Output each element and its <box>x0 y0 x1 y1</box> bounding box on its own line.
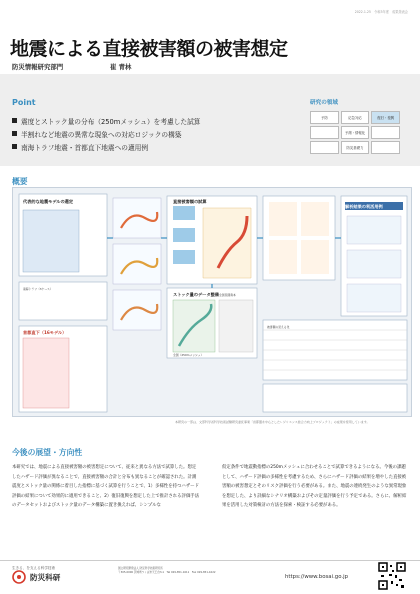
block-label: ストック量のデータ整備 <box>173 292 219 297</box>
block-label: 解析結果の利活用例 <box>345 204 383 209</box>
block-label: 首都直下（16モデル） <box>23 330 67 335</box>
footer-tagline: 生きる、を支える科学技術 <box>12 566 56 570</box>
point-item <box>12 127 292 140</box>
qr-code-icon[interactable] <box>378 562 406 590</box>
footer-divider <box>0 560 420 561</box>
usage-chart-2 <box>347 250 401 278</box>
japan-map-area <box>203 208 251 278</box>
bullet-square-icon <box>12 118 17 123</box>
org-line: 〒305-0006 茨城県つくば市天王台3-1 Tel 029-851-1611 Fax 029-851-1622 <box>118 571 216 574</box>
hazard-map-2 <box>113 244 161 284</box>
domain-cell: 予防 <box>310 111 339 124</box>
block-label: 全国（250mメッシュ） <box>173 353 204 357</box>
diagram-caption: 本研究の一部は、文部科学省科学技術試験研究委託事業「首都圏を中心としたレジリエンス総合力向上プロジェクト」の成果を使用しています。 <box>175 420 370 424</box>
domain-cell: 防災基礎力 <box>341 141 370 154</box>
damage-map-d <box>301 240 329 274</box>
author: 崔 青林 <box>110 63 132 71</box>
org-info <box>118 567 216 575</box>
domain-cell: 予測・情報化 <box>341 126 370 139</box>
bosai-logo-icon <box>12 570 26 584</box>
stock-block <box>173 250 195 264</box>
header-meta: 2022.1.25 令和3年度 成果発表会 <box>354 10 408 14</box>
org-line: 国立研究開発法人 防災科学技術研究所 <box>118 567 163 570</box>
block-label: 全国民間資本 <box>219 293 236 297</box>
model-list <box>23 210 79 272</box>
point-item-text: 南海トラフ地震・首都直下地震への適用例 <box>21 143 149 152</box>
point-item-text: 半割れなど地震の異常な現象への対応ロジックの構築 <box>21 130 182 139</box>
stock-block <box>173 206 195 220</box>
point-item-text: 震度とストック量の分布（250mメッシュ）を考慮した試算 <box>21 117 201 126</box>
page-title: 地震による直接被害額の被害想定 <box>10 38 288 60</box>
research-domain <box>310 98 400 154</box>
domain-cell <box>310 141 339 154</box>
shuto-model-list <box>23 338 69 408</box>
block-label: 代表的な地震モデルの選定 <box>23 199 74 204</box>
overview-diagram <box>12 187 412 417</box>
point-list <box>12 114 292 153</box>
outlook-text-left: 本研究では、地震による直接被害額の被害想定について、従来と異なる方法で試算した。想定したハザード評価が異なることで、直接被害額の合計と分布も異なることが確認された。計測震度とストック量の関係に着目した指標に基づく試算を行うことで、1）多様性を持つハザード評価の結果について効果的に適用できること、2）復旧復興を想定した上で推計される評価手法のデータセットおよびストック量のデータ構築に置き換えれば、シンプルな <box>12 465 200 509</box>
domain-cell <box>371 141 400 154</box>
logo-text: 防災科研 <box>30 573 61 582</box>
bullet-square-icon <box>12 131 17 136</box>
hazard-map-1 <box>113 198 161 238</box>
usage-chart-1 <box>347 216 401 244</box>
bullet-square-icon <box>12 144 17 149</box>
point-item <box>12 140 292 153</box>
domain-heading: 研究の領域 <box>310 100 338 106</box>
stock-block <box>173 228 195 242</box>
website-link[interactable]: https://www.bosai.go.jp <box>285 574 349 580</box>
domain-cell <box>371 126 400 139</box>
damage-map-c <box>269 240 297 274</box>
block-label: 直接被害額の試算 <box>173 199 207 204</box>
domain-cell: 応急対応 <box>341 111 370 124</box>
outlook-text-right: 仮定条件で地震動指標の250mメッシュに合わせることで試算できるようになる。今後の課題として、ハザード評価の多様性を考慮するため、さらにハザード評価の結果を増やした直接被害額の被害想定とそのリスク評価を行う必要がある。また、地震の連続発生のような異常現象を想定した、より詳細なシナリオ構築およびその定量評価を行う予定である。さらに、解析結果を活用した対策検討の方法を探索・検証する必要がある。 <box>222 465 407 509</box>
domain-cell <box>310 126 339 139</box>
domain-cell: 復旧・復興 <box>371 111 400 124</box>
point-heading: Point <box>12 98 36 107</box>
hazard-map-3 <box>113 290 161 330</box>
damage-map-a <box>269 202 297 236</box>
domain-grid <box>310 111 400 154</box>
top-rule <box>0 0 420 6</box>
block-label: 被害額の見える化 <box>267 325 290 329</box>
overview-heading: 概要 <box>12 177 28 186</box>
block-label: 南海トラフ（3ケース） <box>23 287 53 291</box>
note-box <box>263 384 407 412</box>
damage-map-b <box>301 202 329 236</box>
department: 防災情報研究部門 <box>12 63 64 71</box>
overview-diagram-graphic <box>13 188 413 418</box>
outlook-heading: 今後の展望・方向性 <box>12 448 83 457</box>
stock-table <box>219 300 253 352</box>
point-item <box>12 114 292 127</box>
usage-chart-3 <box>347 284 401 312</box>
